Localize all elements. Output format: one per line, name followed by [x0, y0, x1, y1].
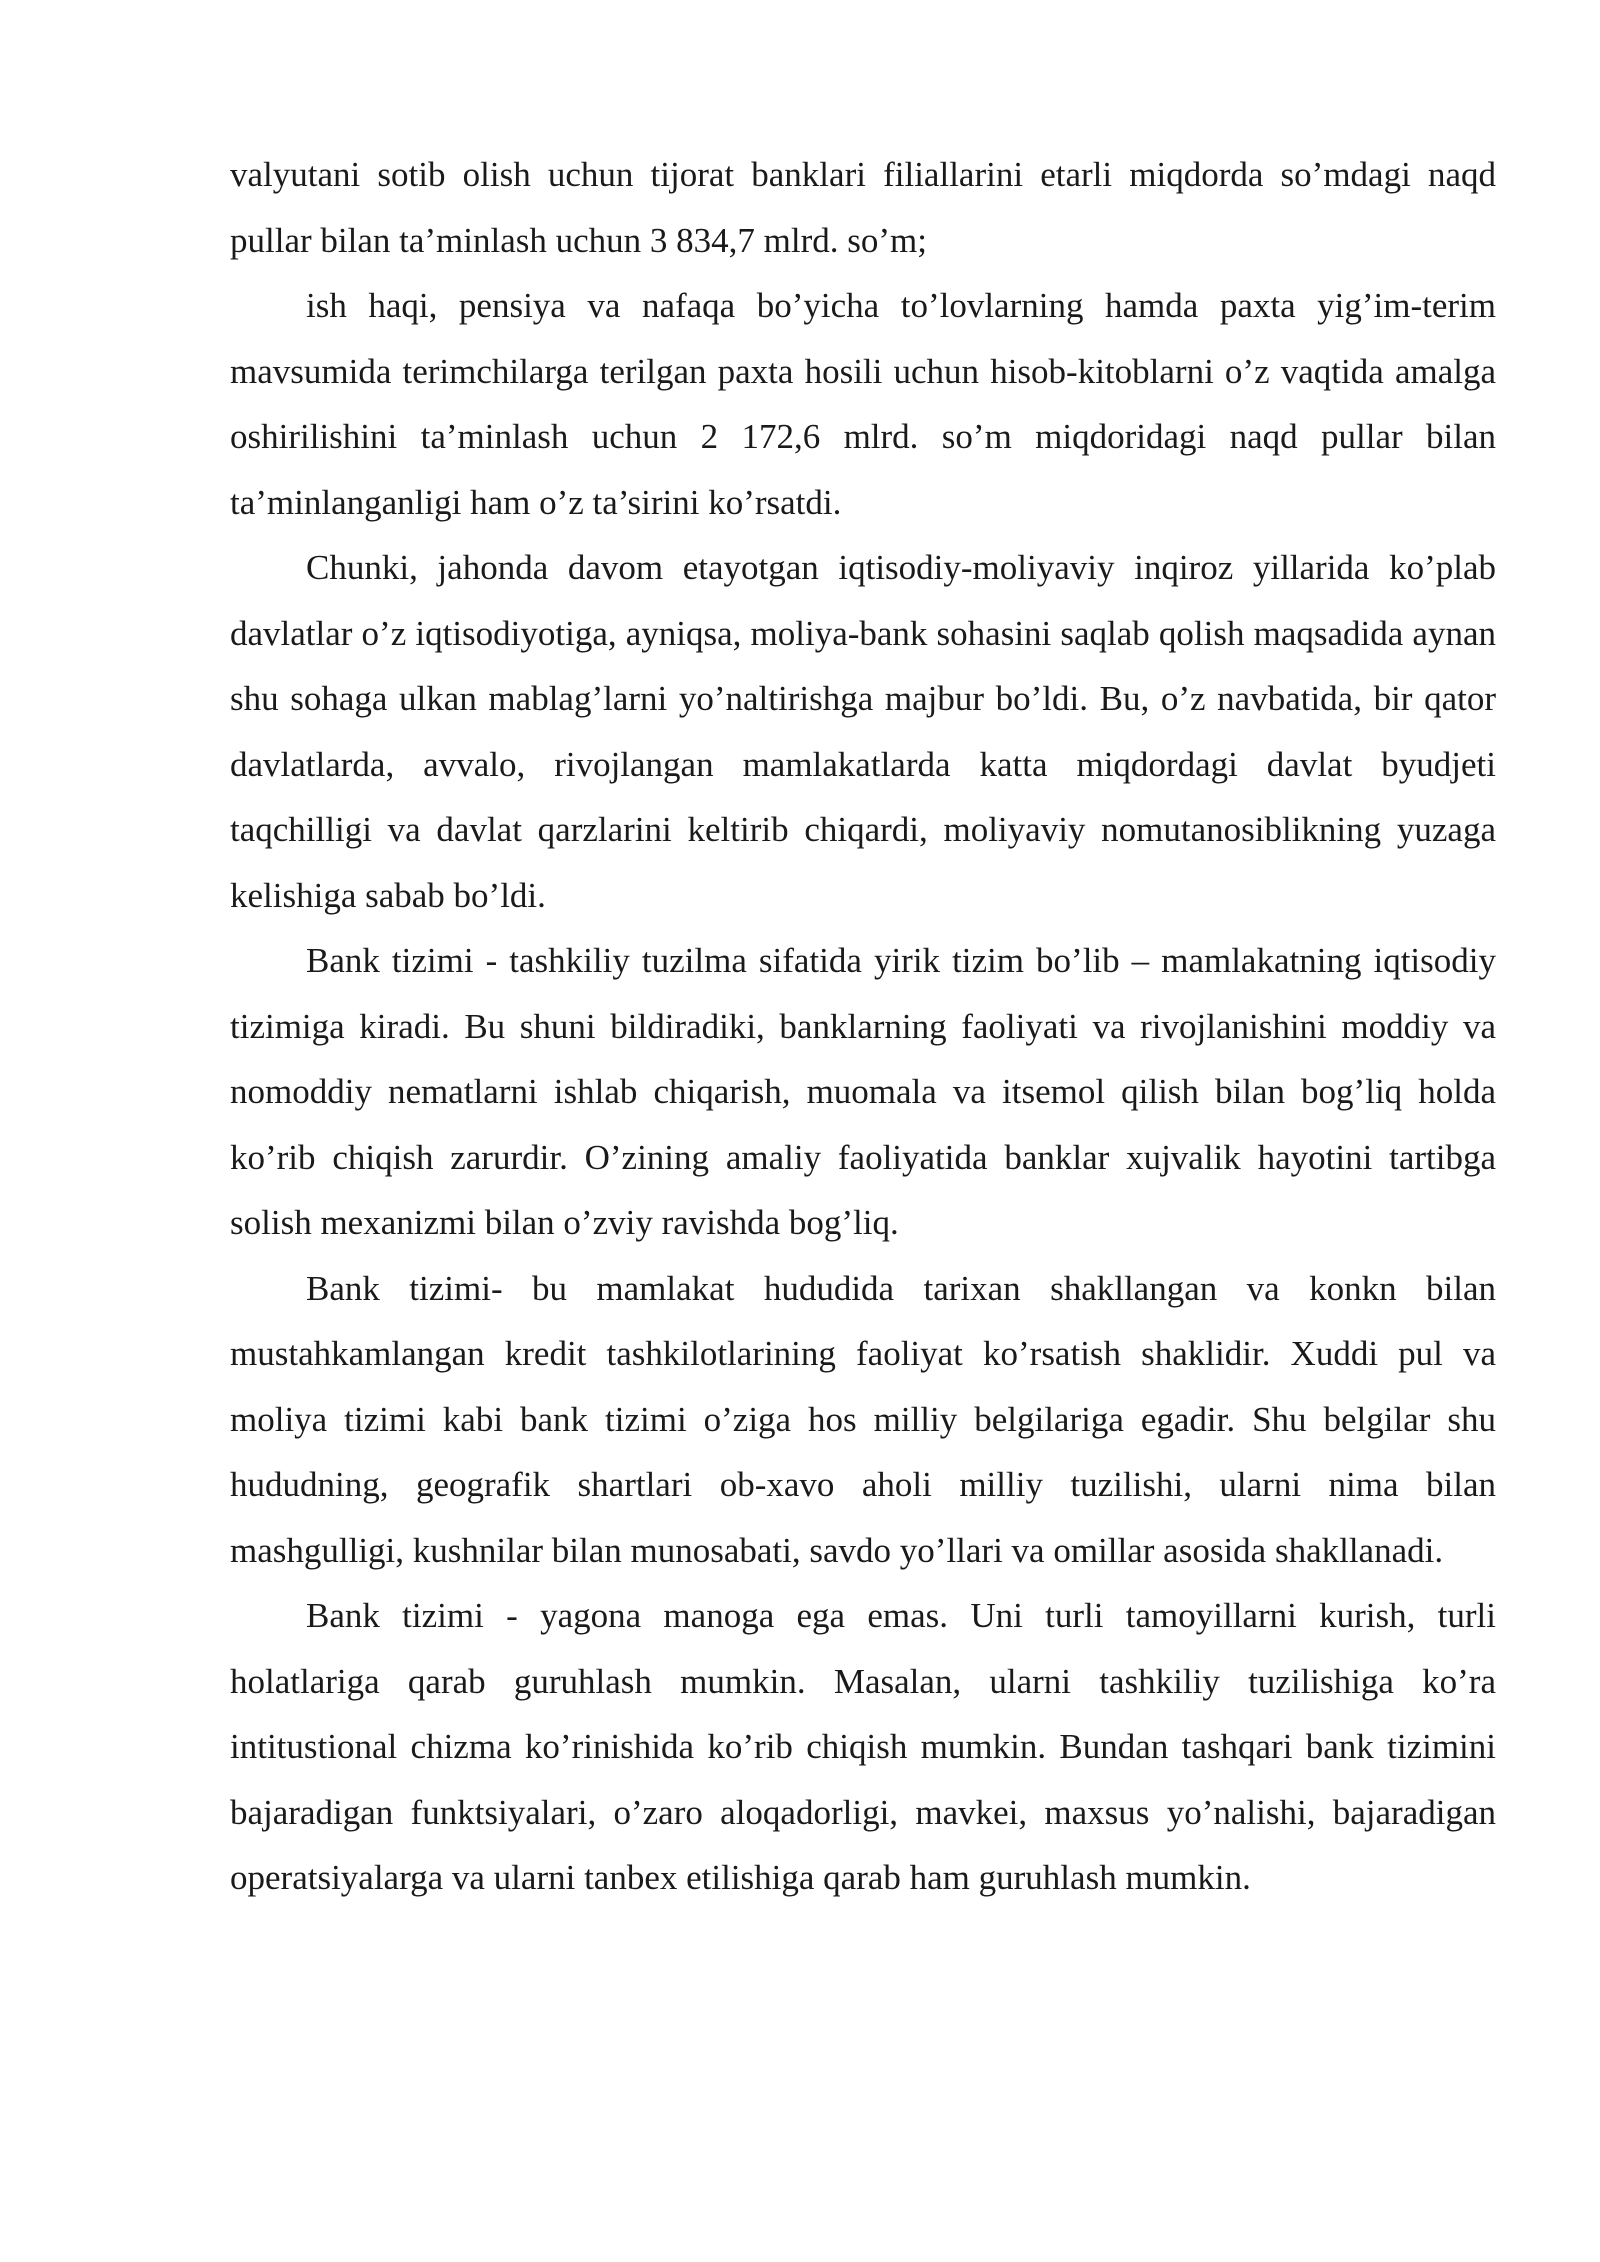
document-page — [230, 142, 1496, 1911]
paragraph-6: Bank tizimi - yagona manoga ega emas. Uni turli tamoyillarni kurish, turli holatlariga qarab guruhlash mumkin. Masalan, ularni tashkiliy tuzilishiga ko’ra intitustional chizma ko’rinishida ko’rib chiqish mumkin. Bundan tashqari bank tizimini bajaradigan funktsiyalari, o’zaro aloqadorligi, mavkei, maxsus yo’nalishi, bajaradigan operatsiyalarga va ularni tanbex etilishiga qarab ham guruhlash mumkin. — [230, 1596, 1496, 1897]
paragraph-4: Bank tizimi - tashkiliy tuzilma sifatida yirik tizim bo’lib – mamlakatning iqtisodiy tizimiga kiradi. Bu shuni bildiradiki, banklarning faoliyati va rivojlanishini moddiy va nomoddiy nematlarni ishlab chiqarish, muomala va itsemol qilish bilan bog’liq holda ko’rib chiqish zarurdir. O’zining amaliy faoliyatida banklar xujvalik hayotini tartibga solish mexanizmi bilan o’zviy ravishda bog’liq. — [230, 941, 1496, 1242]
paragraph-3: Chunki, jahonda davom etayotgan iqtisodiy-moliyaviy inqiroz yillarida ko’plab davlatlar o’z iqtisodiyotiga, ayniqsa, moliya-bank sohasini saqlab qolish maqsadida aynan shu sohaga ulkan mablag’larni yo’naltirishga majbur bo’ldi. Bu, o’z navbatida, bir qator davlatlarda, avvalo, rivojlangan mamlakatlarda katta miqdordagi davlat byudjeti taqchilligi va davlat qarzlarini keltirib chiqardi, moliyaviy nomutanosiblikning yuzaga kelishiga sabab bo’ldi. — [230, 548, 1496, 915]
paragraph-2: ish haqi, pensiya va nafaqa bo’yicha to’lovlarning hamda paxta yig’im-terim mavsumida terimchilarga terilgan paxta hosili uchun hisob-kitoblarni o’z vaqtida amalga oshirilishini ta’minlash uchun 2 172,6 mlrd. so’m miqdoridagi naqd pullar bilan ta’minlanganligi ham o’z ta’sirini ko’rsatdi. — [230, 286, 1496, 522]
paragraph-5: Bank tizimi- bu mamlakat hududida tarixan shakllangan va konkn bilan mustahkamlangan kredit tashkilotlarining faoliyat ko’rsatish shaklidir. Xuddi pul va moliya tizimi kabi bank tizimi o’ziga hos milliy belgilariga egadir. Shu belgilar shu hududning, geografik shartlari ob-xavo aholi milliy tuzilishi, ularni nima bilan mashgulligi, kushnilar bilan munosabati, savdo yo’llari va omillar asosida shakllanadi. — [230, 1268, 1496, 1570]
paragraph-1: valyutani sotib olish uchun tijorat banklari filiallarini etarli miqdorda so’mdagi naqd pullar bilan ta’minlash uchun 3 834,7 mlrd. so’m; — [230, 155, 1496, 260]
